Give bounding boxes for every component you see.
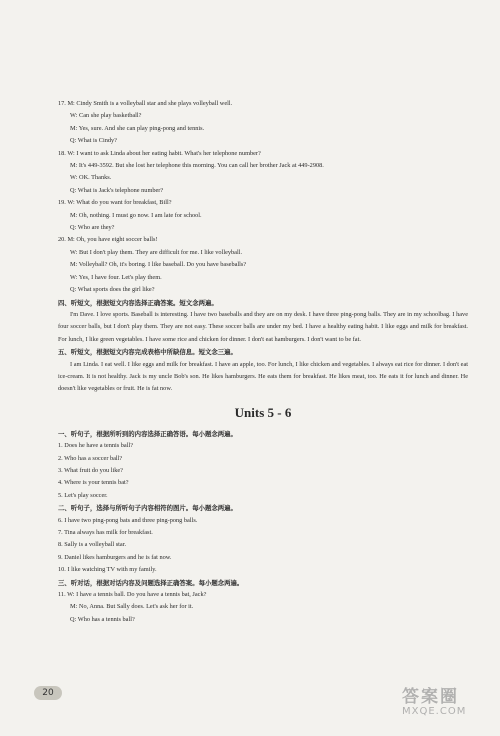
section-3-heading: 三、听对话，根据对话内容及问题选择正确答案。每小题念两遍。 [58,578,244,587]
text-line: 2. Who has a soccer ball? [58,454,123,462]
text-line: M: Yes, sure. And she can play ping-pong and tennis. [70,124,205,132]
text-line: 6. I have two ping-pong bats and three ping-pong balls. [58,516,198,524]
text-line: 4. Where is your tennis bat? [58,479,129,487]
section-4-heading: 四、听短文，根据短文内容选择正确答案。短文念两遍。 [58,298,218,307]
text-line: Q: Who are they? [70,224,115,232]
text-line: 11. W: I have a tennis ball. Do you have a tennis bat, Jack? [58,591,207,599]
text-line: 18. W: I want to ask Linda about her eating habit. What's her telephone number? [58,149,261,157]
text-line: 9. Daniel likes hamburgers and he is fat now. [58,553,172,561]
text-line: 3. What fruit do you like? [58,466,123,474]
section-2-heading: 二、听句子，选择与所听句子内容相符的图片。每小题念两遍。 [58,504,237,513]
text-line: 20. M: Oh, you have eight soccer balls! [58,236,158,244]
text-line: M: Volleyball? Oh, it's boring. I like baseball. Do you have baseballs? [70,261,247,269]
watermark-logo [402,688,494,728]
section-1-heading: 一、听句子，根据所听到的内容选择正确答语。每小题念两遍。 [58,429,237,438]
text-line: M: Oh, nothing. I must go now. I am late for school. [70,211,202,219]
text-line: Q: What is Jack's telephone number? [70,186,164,194]
text-line: M: It's 449-3592. But she lost her telephone this morning. You can call her brother Jack at 449-2908. [70,162,324,170]
text-line: 10. I like watching TV with my family. [58,566,157,574]
dialogue-block-17-20 [58,98,468,297]
section-1-items [58,440,468,502]
section-2-items [58,515,468,577]
text-line: 1. Does he have a tennis ball? [58,442,134,450]
section-5-heading: 五、听短文，根据短文内容完成表格中所缺信息。短文念三遍。 [58,348,237,357]
text-line: 19. W: What do you want for breakfast, Bill? [58,199,172,207]
text-line: W: Yes, I have four. Let's play them. [70,273,162,281]
watermark-text: 答案圈 [402,687,459,707]
text-line: W: But I don't play them. They are difficult for me. I like volleyball. [70,248,243,256]
text-line: 5. Let's play soccer. [58,491,108,499]
section-3-dialogue [58,589,468,626]
text-line: Q: What is Cindy? [70,137,117,145]
units-title: Units 5 - 6 [234,404,292,420]
text-line: Q: Who has a tennis ball? [70,615,135,623]
text-line: M: No, Anna. But Sally does. Let's ask her for it. [70,603,194,611]
text-line: 17. M: Cindy Smith is a volleyball star and she plays volleyball well. [58,100,233,107]
page-number-badge: 20 [34,686,62,700]
section-5-passage: I am Linda. I eat well. I like eggs and milk for breakfast. I have an apple, too. For lunch, I like chicken and vegetables. I always eat rice for dinner. I don't eat ice-cream. It is not healthy. Jack is my uncle Bob's son. He likes hamburgers. He eats them for breakfast. He likes meat, too. He eats it for lunch and dinner. He doesn't like vegetables or fruit. He is fat now. [58,360,468,393]
section-4-passage: I'm Dave. I love sports. Baseball is interesting. I have two baseballs and they are on my desk. I have three ping-pong balls. They are in my schoolbag. I have four soccer balls, but I don't play them. They are not easy. These soccer balls are under my bed. I have a healthy eating habit. I like eggs and milk for breakfast. For lunch, I like green vegetables. I have some rice and chicken for dinner. I don't eat hamburgers. I don't want to be fat. [58,310,468,343]
text-line: 8. Sally is a volleyball star. [58,541,127,549]
text-line: 7. Tina always has milk for breakfast. [58,529,153,536]
page-content [58,98,468,626]
text-line: Q: What sports does the girl like? [70,286,155,294]
text-line: W: OK. Thanks. [70,174,112,182]
text-line: W: Can she play basketball? [70,112,142,120]
watermark-url: MXQE.COM [402,706,467,717]
